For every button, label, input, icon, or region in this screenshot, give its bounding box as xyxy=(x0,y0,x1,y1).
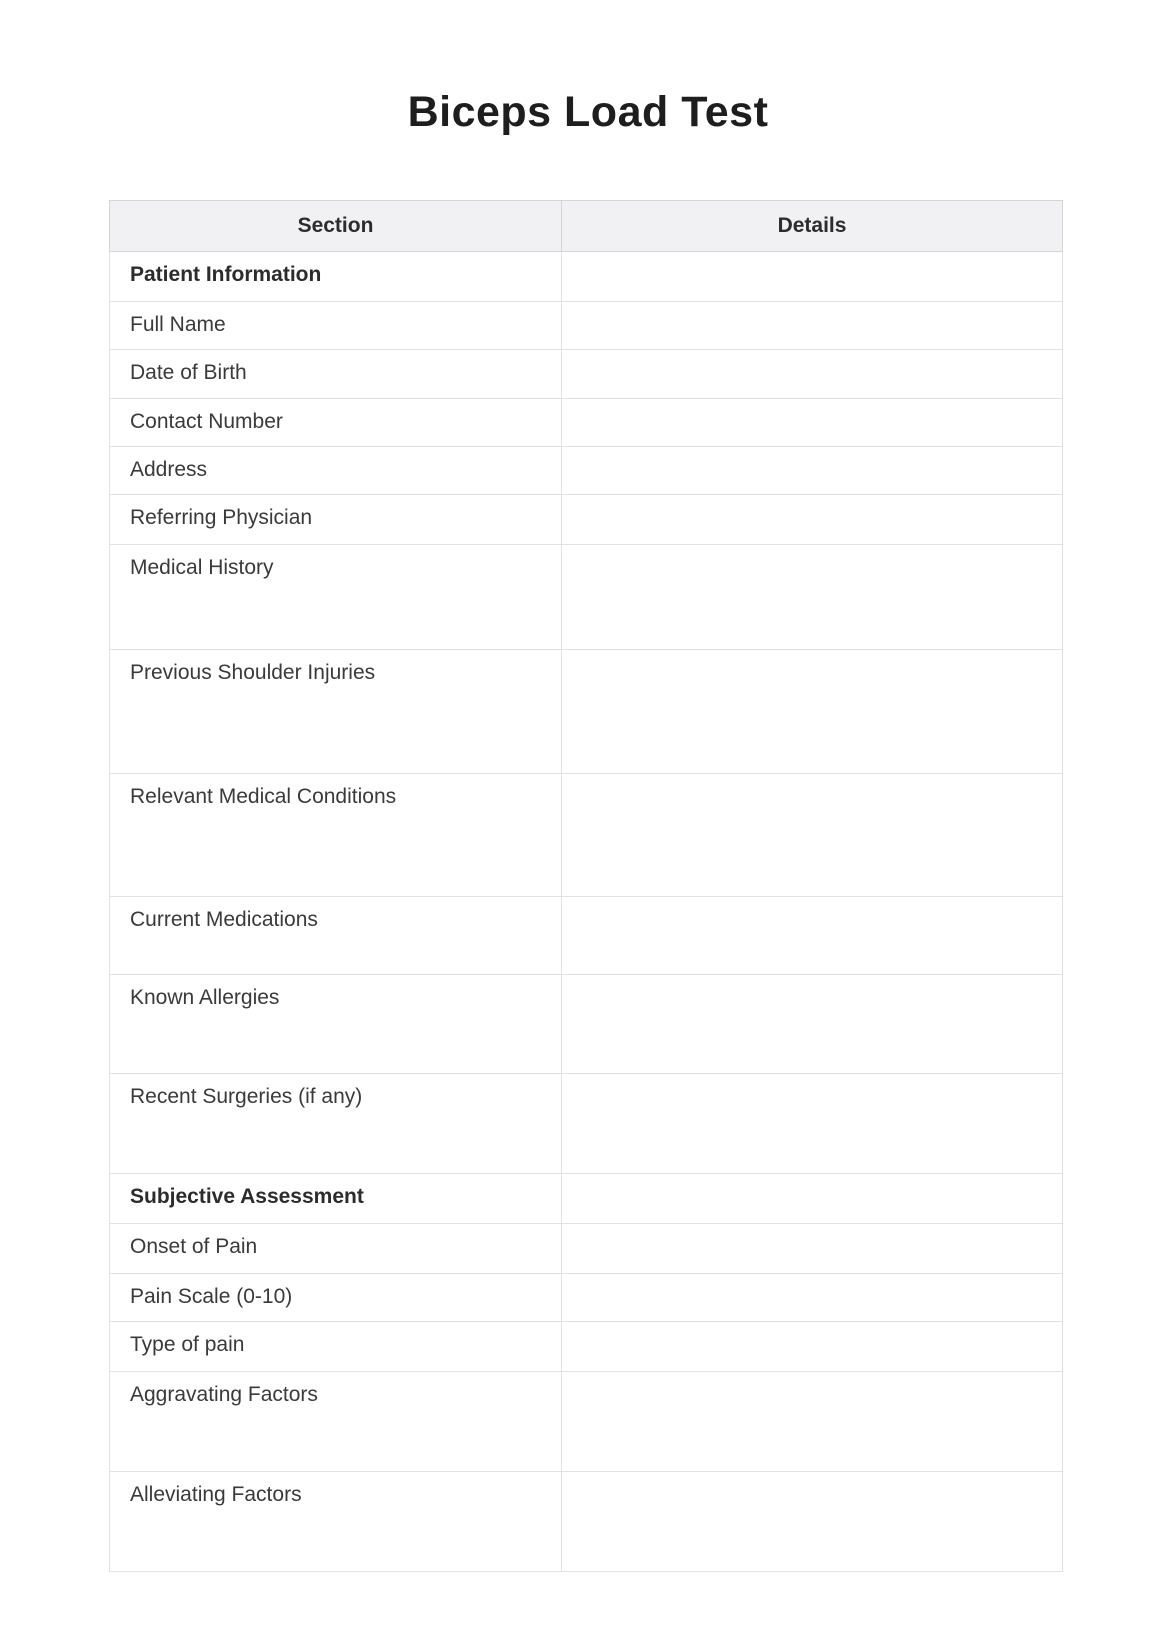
table-row xyxy=(110,447,1063,495)
section-label: Referring Physician xyxy=(110,495,562,545)
section-label: Medical History xyxy=(110,545,562,650)
section-label: Onset of Pain xyxy=(110,1224,562,1274)
table-row xyxy=(110,1322,1063,1372)
table-row xyxy=(110,1472,1063,1572)
table-row xyxy=(110,252,1063,302)
table-row xyxy=(110,975,1063,1074)
details-fill-in-area[interactable] xyxy=(562,1472,1063,1572)
table-row xyxy=(110,302,1063,350)
section-label: Relevant Medical Conditions xyxy=(110,774,562,897)
details-fill-in-area[interactable] xyxy=(562,1372,1063,1472)
table-row xyxy=(110,495,1063,545)
table-row xyxy=(110,774,1063,897)
details-fill-in-area[interactable] xyxy=(562,495,1063,545)
table-row xyxy=(110,897,1063,975)
section-label: Recent Surgeries (if any) xyxy=(110,1074,562,1174)
table-row xyxy=(110,1074,1063,1174)
section-label: Patient Information xyxy=(110,252,562,302)
form-table xyxy=(109,200,1063,1572)
details-fill-in-area[interactable] xyxy=(562,897,1063,975)
table-row xyxy=(110,650,1063,774)
details-fill-in-area[interactable] xyxy=(562,1322,1063,1372)
table-header-row xyxy=(110,201,1063,252)
column-header-details: Details xyxy=(562,201,1063,252)
table-row xyxy=(110,545,1063,650)
section-label: Aggravating Factors xyxy=(110,1372,562,1472)
table-body xyxy=(110,252,1063,1572)
details-fill-in-area[interactable] xyxy=(562,650,1063,774)
section-label: Type of pain xyxy=(110,1322,562,1372)
column-header-section: Section xyxy=(110,201,562,252)
section-label: Current Medications xyxy=(110,897,562,975)
section-label: Full Name xyxy=(110,302,562,350)
page-title: Biceps Load Test xyxy=(407,88,769,136)
table-row xyxy=(110,399,1063,447)
details-fill-in-area[interactable] xyxy=(562,1174,1063,1224)
table-row xyxy=(110,1224,1063,1274)
section-label: Subjective Assessment xyxy=(110,1174,562,1224)
details-fill-in-area[interactable] xyxy=(562,1274,1063,1322)
section-label: Contact Number xyxy=(110,399,562,447)
table-row xyxy=(110,1174,1063,1224)
section-label: Previous Shoulder Injuries xyxy=(110,650,562,774)
details-fill-in-area[interactable] xyxy=(562,302,1063,350)
details-fill-in-area[interactable] xyxy=(562,252,1063,302)
details-fill-in-area[interactable] xyxy=(562,774,1063,897)
section-label: Alleviating Factors xyxy=(110,1472,562,1572)
section-label: Date of Birth xyxy=(110,350,562,399)
details-fill-in-area[interactable] xyxy=(562,399,1063,447)
table-row xyxy=(110,350,1063,399)
details-fill-in-area[interactable] xyxy=(562,975,1063,1074)
section-label: Known Allergies xyxy=(110,975,562,1074)
table-row xyxy=(110,1274,1063,1322)
table-row xyxy=(110,1372,1063,1472)
details-fill-in-area[interactable] xyxy=(562,1074,1063,1174)
section-label: Pain Scale (0-10) xyxy=(110,1274,562,1322)
details-fill-in-area[interactable] xyxy=(562,350,1063,399)
details-fill-in-area[interactable] xyxy=(562,447,1063,495)
section-label: Address xyxy=(110,447,562,495)
details-fill-in-area[interactable] xyxy=(562,545,1063,650)
details-fill-in-area[interactable] xyxy=(562,1224,1063,1274)
